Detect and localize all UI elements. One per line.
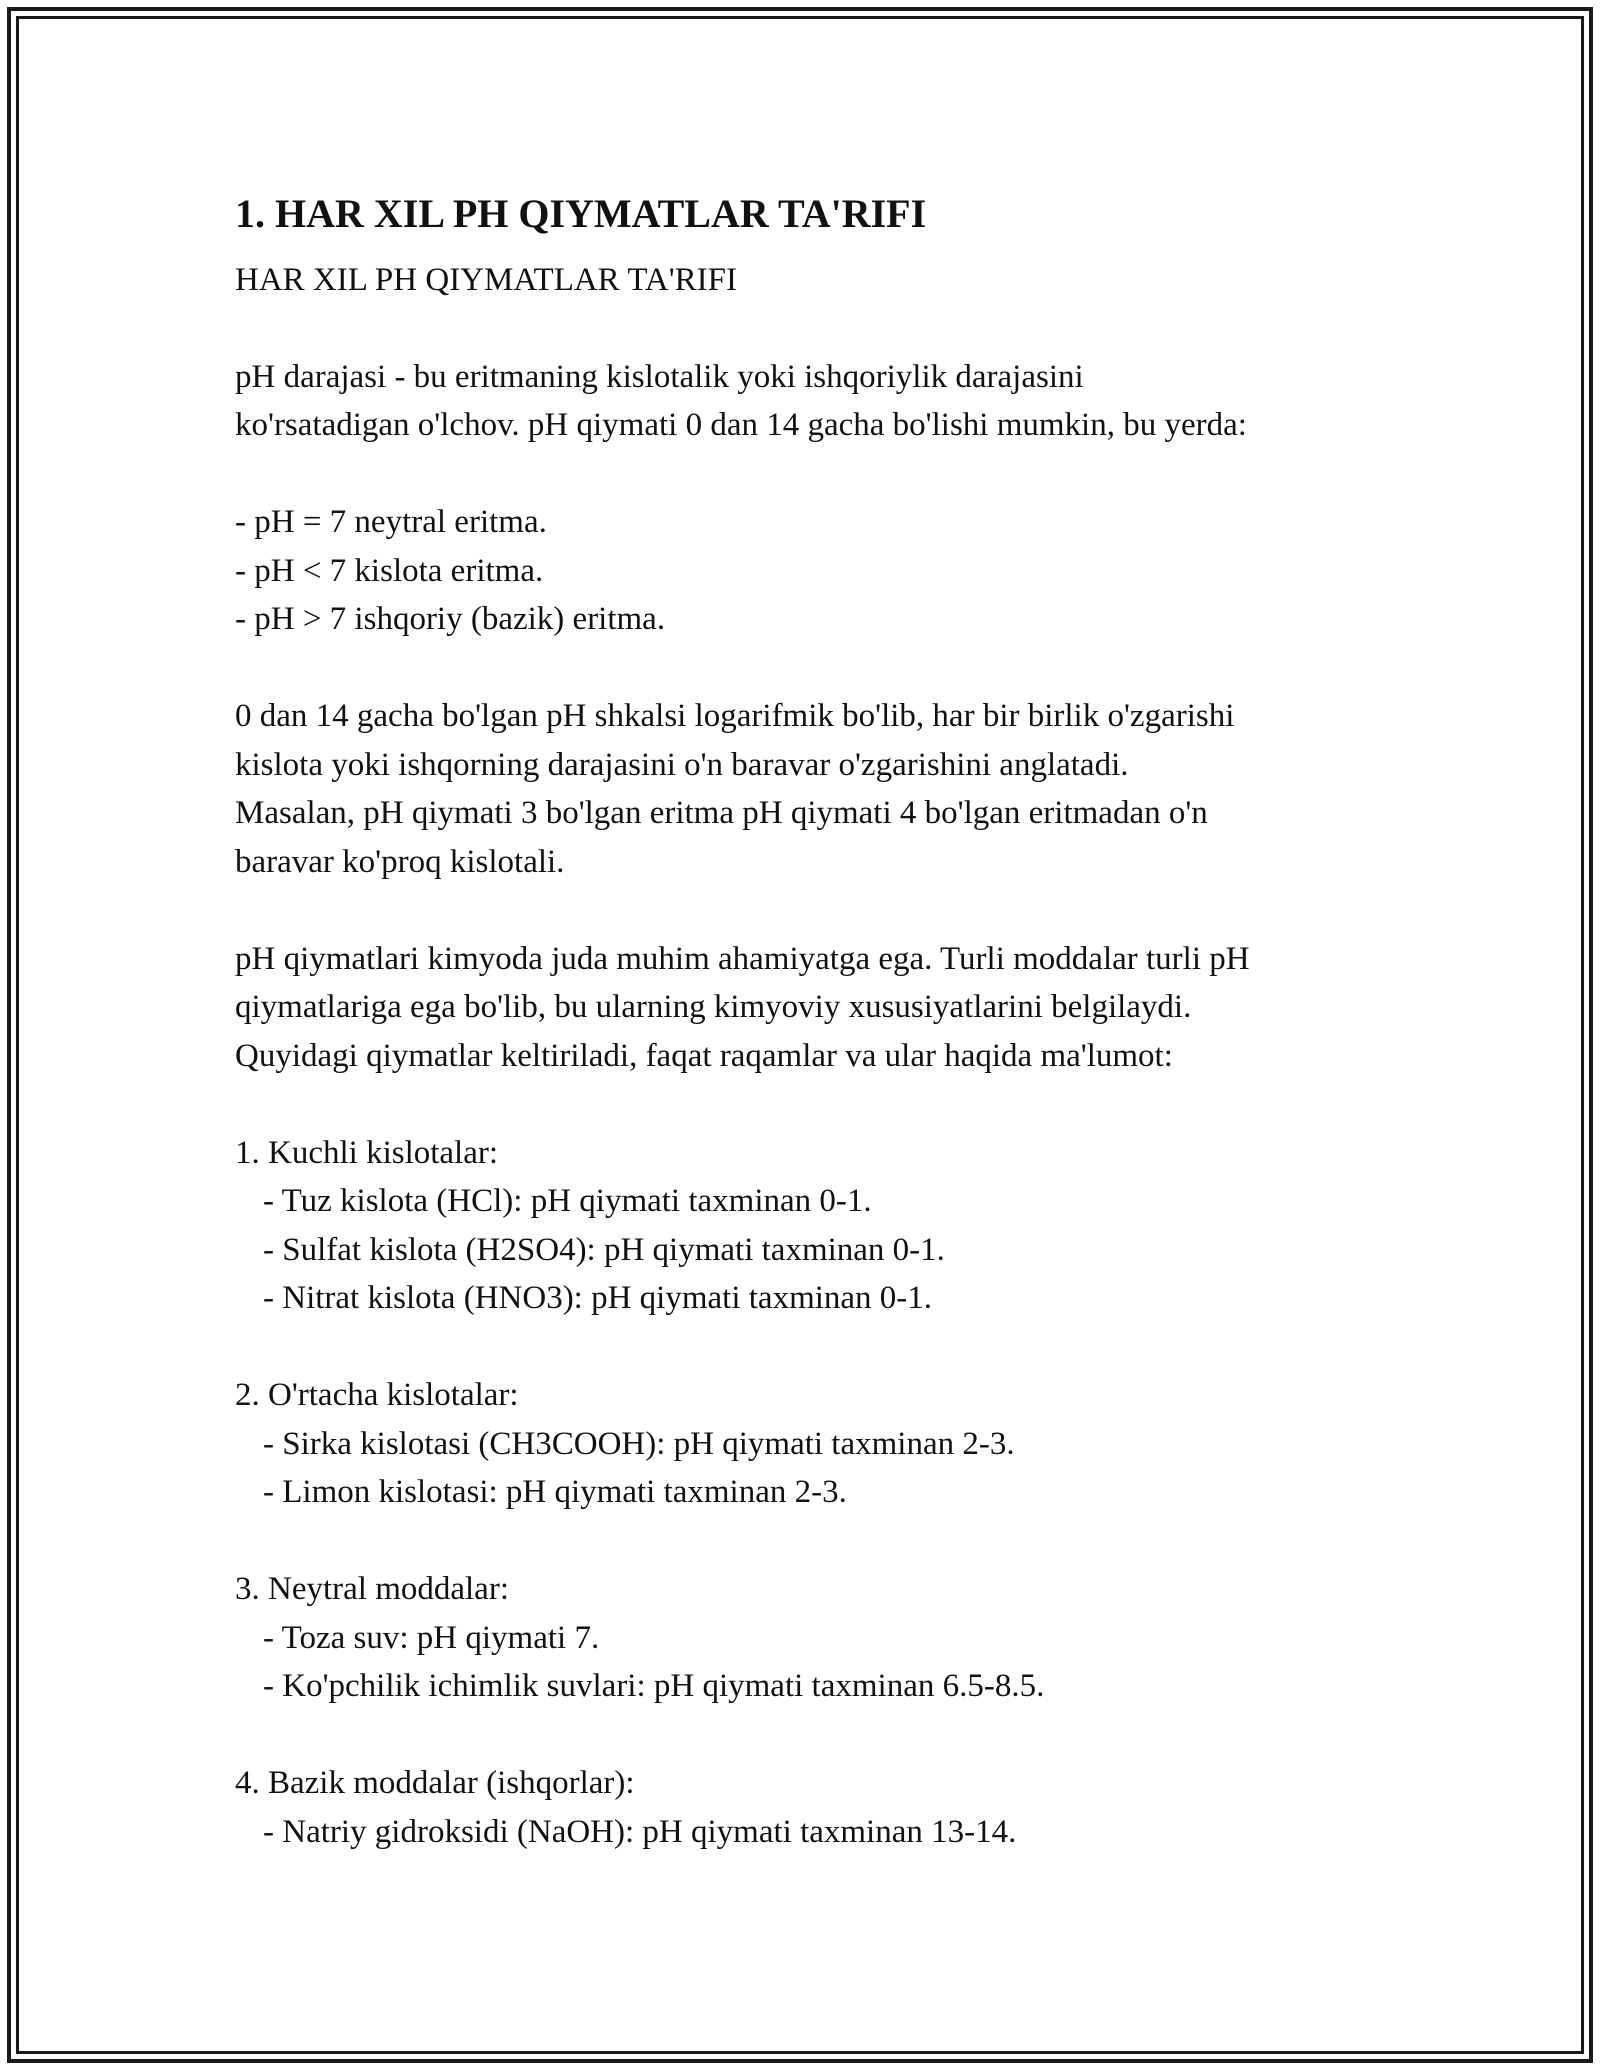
text-line: pH qiymatlari kimyoda juda muhim ahamiyatga ega. Turli moddalar turli pH — [235, 940, 1250, 977]
list-item: - Limon kislotasi: pH qiymati taxminan 2-3. — [263, 1474, 847, 1510]
importance-paragraph — [235, 935, 1395, 1081]
spacer — [235, 1711, 1395, 1760]
group-medium-acids — [235, 1371, 1395, 1517]
text-line: Quyidagi qiymatlar keltiriladi, faqat raqamlar va ular haqida ma'lumot: — [235, 1037, 1173, 1074]
group-heading: 4. Bazik moddalar (ishqorlar): — [235, 1765, 635, 1801]
list-item: - Sulfat kislota (H2SO4): pH qiymati taxminan 0-1. — [263, 1231, 945, 1268]
list-item: - Ko'pchilik ichimlik suvlari: pH qiymati taxminan 6.5-8.5. — [263, 1668, 1045, 1704]
document-subtitle: HAR XIL PH QIYMATLAR TA'RIFI — [235, 262, 737, 298]
text-line: kislota yoki ishqorning darajasini o'n baravar o'zgarishini anglatadi. — [235, 746, 1129, 783]
list-item: - Sirka kislotasi (CH3COOH): pH qiymati taxminan 2-3. — [263, 1425, 1015, 1462]
group-heading: 3. Neytral moddalar: — [235, 1571, 509, 1607]
intro-paragraph — [235, 353, 1395, 450]
scale-paragraph — [235, 692, 1395, 886]
spacer — [235, 1323, 1395, 1372]
text-line: 0 dan 14 gacha bo'lgan pH shkalsi logarifmik bo'lib, har bir birlik o'zgarishi — [235, 698, 1235, 734]
text-line: pH darajasi - bu eritmaning kislotalik yoki ishqoriylik darajasini — [235, 358, 1084, 395]
ph-rule-item: - pH < 7 kislota eritma. — [235, 552, 544, 589]
text-line: baravar ko'proq kislotali. — [235, 843, 565, 880]
spacer — [235, 886, 1395, 935]
list-item: - Nitrat kislota (HNO3): pH qiymati taxminan 0-1. — [263, 1280, 933, 1316]
list-item: - Toza suv: pH qiymati 7. — [263, 1619, 600, 1656]
spacer — [235, 644, 1395, 693]
document-body — [235, 186, 1395, 1856]
spacer — [235, 450, 1395, 499]
ph-rules-list — [235, 498, 1395, 644]
spacer — [235, 1517, 1395, 1566]
group-strong-acids — [235, 1129, 1395, 1323]
text-line: ko'rsatadigan o'lchov. pH qiymati 0 dan 14 gacha bo'lishi mumkin, bu yerda: — [235, 407, 1247, 443]
group-heading: 2. O'rtacha kislotalar: — [235, 1377, 519, 1413]
text-line: Masalan, pH qiymati 3 bo'lgan eritma pH qiymati 4 bo'lgan eritmadan o'n — [235, 795, 1208, 831]
spacer — [235, 1080, 1395, 1129]
spacer — [235, 304, 1395, 353]
group-neutral-substances — [235, 1565, 1395, 1711]
ph-rule-item: - pH = 7 neytral eritma. — [235, 504, 547, 540]
document-title: 1. HAR XIL PH QIYMATLAR TA'RIFI — [235, 191, 927, 236]
group-heading: 1. Kuchli kislotalar: — [235, 1134, 499, 1171]
list-item: - Natriy gidroksidi (NaOH): pH qiymati taxminan 13-14. — [263, 1813, 1017, 1850]
text-line: qiymatlariga ega bo'lib, bu ularning kimyoviy xususiyatlarini belgilaydi. — [235, 989, 1192, 1025]
group-basic-substances — [235, 1759, 1395, 1856]
list-item: - Tuz kislota (HCl): pH qiymati taxminan 0-1. — [263, 1183, 872, 1219]
ph-rule-item: - pH > 7 ishqoriy (bazik) eritma. — [235, 601, 666, 637]
